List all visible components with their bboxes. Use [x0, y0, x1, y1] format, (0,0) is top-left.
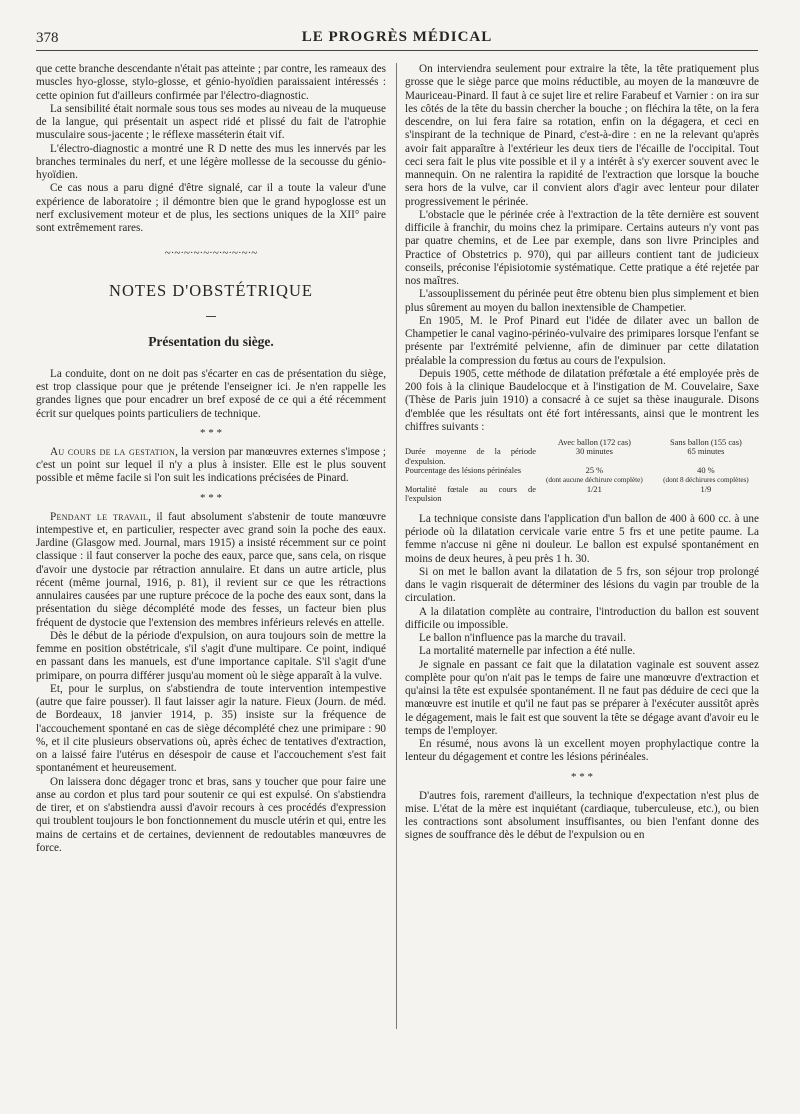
- paragraph: L'assouplissement du périnée peut être obtenu bien plus simplement et bien plus sûrement au moyen du ballon inextensible de Champetier.: [405, 288, 759, 314]
- table-row: [405, 447, 759, 466]
- paragraph: On laissera donc dégager tronc et bras, sans y toucher que pour faire une anse au cordon et plus tard pour soutenir ce qui est expulsé. On s'abstiendra de tirer, et on s'abstiendra aussi d'avoir recours à ces procédés d'expression qui troublent toujours le bon fonctionnement du muscle utérin et qui, entre les mains de certains et de certaines, deviennent de redoutables manœuvres de force.: [36, 775, 386, 854]
- paragraph: [36, 446, 386, 486]
- table-cell: Mortalité fœtale au cours de l'expulsion: [405, 485, 536, 504]
- table-cell: [536, 466, 653, 485]
- running-title: LE PROGRÈS MÉDICAL: [301, 29, 493, 45]
- paragraph: A la dilatation complète au contraire, l'introduction du ballon est souvent difficile ou impossible.: [405, 605, 759, 631]
- table-row: [405, 438, 759, 447]
- table-row: [405, 485, 759, 504]
- paragraph: En 1905, M. le Prof Pinard eut l'idée de dilater avec un ballon de Champetier le canal vagino-périnéo-vulvaire des primipares lorsque l'enfant se présente par l'extrémité pelvienne, afin de diminuer par cette dilatation préalable la compression du fœtus au cours de l'expulsion.: [405, 314, 759, 367]
- page-number: 378: [36, 30, 59, 46]
- paragraph: [36, 511, 386, 630]
- paragraph: Je signale en passant ce fait que la dilatation vaginale est souvent assez complète pour qu'on n'ait pas le temps de faire une manœuvre d'extraction et qu'ainsi la tête est expulsée spontanément. Il ne faut pas déduire de ceci que la manœuvre est inutile et qu'il ne faut pas se préparer à l'exécuter aussitôt après le dégagement, mais le fait est que souvent la tête se dégage avant d'avoir eu le temps de l'employer.: [405, 658, 759, 737]
- paragraph: L'obstacle que le périnée crée à l'extraction de la tête dernière est souvent difficile à franchir, du moins chez la primipare. Certains auteurs n'y vont pas par quatre chemins, et de Lee par exemple, dans son livre Principles and Practice of Obstetrics p. 970), qui par ailleurs contient tant de judicieux conseils, préconise l'épisiotomie systématique. Cette pratique a été rejetée par nos maîtres.: [405, 208, 759, 287]
- paragraph: Ce cas nous a paru digné d'être signalé, car il a toute la valeur d'une expérience de laboratoire ; il démontre bien que le grand hypoglosse est un nerf exclusivement moteur et de plus, les sections uniques de la XII° paire sont extrêmement rares.: [36, 182, 386, 234]
- table-cell: 30 minutes: [575, 447, 613, 457]
- results-table: [405, 438, 759, 504]
- section-rule: [206, 316, 216, 317]
- paragraph-text: , il faut absolument s'abstenir de toute manœuvre intempestive et, en particulier, respecter avec grand soin la poche des eaux. Jardine (Glasgow med. Journal, mars 1915) a insisté récemment sur ce point classique : il faut conserver la poche des eaux, parce que, sans cela, on risque d'avoir une dystocie par rétraction annulaire. Et dans un autre article, plus récent (même journal, 1916, p. 81), il revient sur ce que les rétractions annulaires causées par une rupture précoce de la poche des eaux sont, dans la présentation du siège décomplété mode des fesses, un facteur bien plus fréquent de dystocie que l'extension des membres inférieurs relevés en attelle.: [36, 510, 386, 629]
- table-cell: 1/9: [700, 485, 712, 495]
- asterism: * * *: [200, 491, 222, 504]
- ornament-divider: ~·~·~·~·~·~·~·~·~·~: [164, 247, 258, 260]
- table-cell: Durée moyenne de la période d'expulsion.: [405, 447, 536, 466]
- table-cell: 1/21: [586, 485, 602, 495]
- table-cell: [653, 466, 759, 485]
- table-value: 40 %: [697, 466, 715, 476]
- table-cell: 65 minutes: [687, 447, 725, 457]
- paragraph: On interviendra seulement pour extraire la tête, la tête pratiquement plus grosse que le siège parce que moins réductible, au moyen de la manœuvre de Mauriceau-Pinard. Il faut à ce sujet lire et relire Farabeuf et Varnier : on ira sur les côtés de la tête du bassin chercher la bouche ; on fléchira la tête, on la fera descendre, on lui fera faire sa rotation, enfin on la dégagera, et ceci en s'inspirant de la technique de Pinard, c'est-à-dire : en ne la relevant qu'après avoir fait apparaître à l'extérieur les deux tiers de l'écaille de l'occipital. Tout ceci sera fait le plus vite possible et il y a intérêt à s'y exercer souvent avec le mannequin. On ne ralentira la rapidité de l'extraction que lorsque la bouche sera hors de la vulve, car il convient alors d'agir avec lenteur pour dilater progressivement le périnée.: [405, 63, 759, 208]
- section-title: NOTES D'OBSTÉTRIQUE: [109, 281, 313, 301]
- table-cell: Pourcentage des lésions périnéales: [405, 466, 522, 476]
- paragraph: Le ballon n'influence pas la marche du travail.: [419, 632, 627, 645]
- paragraph: La mortalité maternelle par infection a été nulle.: [419, 645, 636, 658]
- table-header: Avec ballon (172 cas): [557, 438, 631, 447]
- table-header: Sans ballon (155 cas): [669, 438, 742, 447]
- header-rule: [36, 50, 758, 51]
- table-note: (dont 8 déchirures complètes): [663, 475, 749, 484]
- paragraph: que cette branche descendante n'était pas atteinte ; par contre, les rameaux des muscles hyo-glosse, stylo-glosse, et génio-hyoïdien paraissaient intéressés : cette opinion fut d'ailleurs confirmée par l'électro-diagnostic.: [36, 63, 386, 102]
- subsection-title: Présentation du siège.: [148, 333, 274, 349]
- paragraph: Dès le début de la période d'expulsion, on aura toujours soin de mettre la femme en position obstétricale, s'il s'agit d'une multipare. Ce point, indiqué en passant dans les manuels, est d'une importance capitale. S'il s'agit d'une primipare, on pourra différer jusqu'au moment où le siège apparaît à la vulve.: [36, 629, 386, 682]
- table-row: [405, 466, 759, 485]
- paragraph: La technique consiste dans l'application d'un ballon de 400 à 600 cc. à une période où la dilatation cervicale varie entre 5 frs et une petite paume. La femme n'accuse ni gêne ni douleur. Le ballon est expulsé spontanément en moins de deux heures, à peu près 1 h. 30.: [405, 512, 759, 565]
- table-value: 25 %: [585, 466, 604, 476]
- paragraph: La sensibilité était normale sous tous ses modes au niveau de la muqueuse de la langue, qui présentait un aspect ridé et plissé du fait de l'atrophie musculaire sous-jacente ; le réflexe masséterin était vif.: [36, 102, 386, 142]
- column-separator: [396, 63, 397, 1029]
- paragraph-text: , la version par manœuvres externes s'impose ; c'est un point sur lequel il n'y a plus à insister. Elle est le plus souvent possible et même facile si l'on suit les indications précisées de Pinard.: [36, 445, 386, 485]
- asterism: * * *: [571, 770, 593, 783]
- paragraph: D'autres fois, rarement d'ailleurs, la technique d'expectation n'est plus de mise. L'état de la mère est inquiétant (cardiaque, tuberculeuse, etc.), ou bien les contractions sont absolument insuffisantes, ou bien l'enfant donne des signes de souffrance dès le début de l'expulsion ou en: [405, 789, 759, 842]
- paragraph: Et, pour le surplus, on s'abstiendra de toute intervention intempestive (autre que faire pousser). Il faut laisser agir la nature. Fieux (Journ. de méd. de Bordeaux, 18 janvier 1914, p. 35) insiste sur la fréquence de l'accouchement spontané en cas de siège décomplété chez une primipare : 90 %, et il cite plusieurs observations où, après échec de tentatives d'extraction, on a laissé faire l'utérus en désespoir de cause et l'accouchement s'est fait spontanément et heureusement.: [36, 682, 386, 775]
- paragraph: L'électro-diagnostic a montré une R D nette des mus les innervés par les branches terminales du nerf, et une légère mollesse de la secousse du génio-hyoïdien.: [36, 142, 386, 181]
- right-column: [405, 63, 759, 843]
- paragraph: En résumé, nous avons là un excellent moyen prophylactique contre la lenteur du dégagement et contre les lésions périnéales.: [405, 738, 759, 764]
- run-in-heading: Au cours de la gestation: [50, 445, 176, 458]
- table-note: (dont aucune déchirure complète): [545, 475, 643, 484]
- paragraph: Si on met le ballon avant la dilatation de 5 frs, son séjour trop prolongé dans le vagin risquerait de déterminer des lésions du vagin par trouble de la circulation.: [405, 565, 759, 605]
- asterism: * * *: [200, 426, 222, 439]
- left-column: [36, 63, 386, 855]
- paragraph: La conduite, dont on ne doit pas s'écarter en cas de présentation du siège, est trop classique pour que je prétende l'enseigner ici. Je n'en rappelle les grandes lignes que pour encadrer un bref exposé de ce qui a été récemment écrit sur quelques points particuliers de technique.: [36, 367, 386, 420]
- page-header: [36, 30, 758, 50]
- run-in-heading: Pendant le travail: [50, 510, 149, 523]
- paragraph: Depuis 1905, cette méthode de dilatation préfœtale a été employée près de 200 fois à la clinique Baudelocque et à l'instigation de M. Couvelaire, Saxe (Thèse de Paris juin 1910) a consacré à ce sujet sa thèse inaugurale. Disons d'emblée que les résultats ont été fort intéressants, ainsi que le montrent les chiffres suivants :: [405, 367, 759, 433]
